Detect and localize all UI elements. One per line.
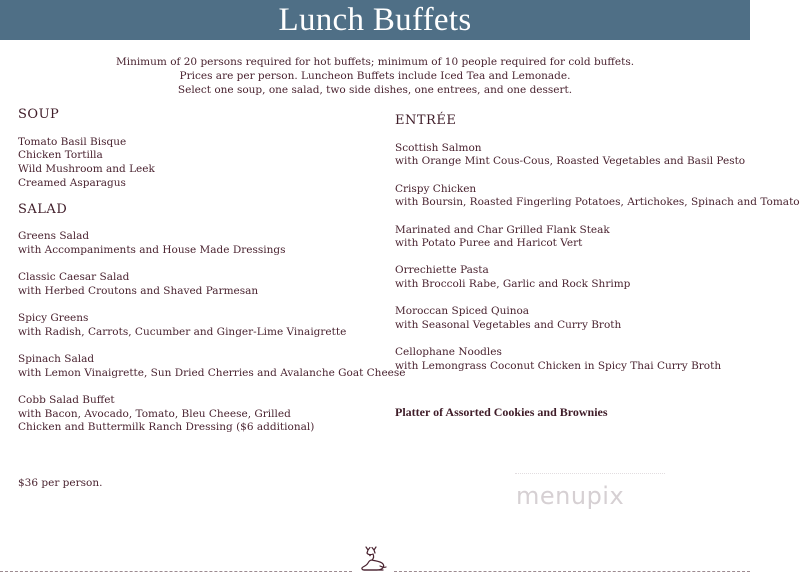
dessert-item: Platter of Assorted Cookies and Brownies [395,405,608,419]
entree-item [395,142,745,169]
intro-line: Prices are per person. Luncheon Buffets include Iced Tea and Lemonade. [179,70,571,82]
soup-heading: SOUP [18,107,60,122]
salad-heading: SALAD [18,201,68,217]
entree-item [395,182,800,210]
salad-desc: with Radish, Carrots, Cucumber and Ginger-Lime Vinaigrette [18,325,347,338]
entree-item [395,264,745,291]
entree-name: Moroccan Spiced Quinoa [395,305,530,318]
salad-item [18,271,378,298]
salad-desc: with Accompaniments and House Made Dressings [18,243,286,256]
entree-item [395,305,745,332]
salad-name: Classic Caesar Salad [18,271,130,284]
entree-name: Cellophane Noodles [395,346,502,359]
soup-list [18,136,378,191]
salad-item [18,230,378,257]
entree-desc: with Orange Mint Cous-Cous, Roasted Vegetables and Basil Pesto [395,155,746,168]
soup-item: Chicken Tortilla [18,149,103,162]
entree-item [395,346,745,373]
intro-line: Select one soup, one salad, two side dishes, one entrees, and one dessert. [177,84,573,96]
entree-name: Orrechiette Pasta [395,264,489,277]
entree-name: Marinated and Char Grilled Flank Steak [395,223,610,236]
intro-text [0,55,750,97]
salad-item [18,312,378,339]
watermark-logo: menupix [516,482,625,510]
entree-desc: with Lemongrass Coconut Chicken in Spicy Thai Curry Broth [395,359,722,372]
entree-heading: ENTRÉE [395,113,457,128]
entree-desc: with Boursin, Roasted Fingerling Potatoes, Artichokes, Spinach and Tomato [395,196,800,209]
entree-name: Scottish Salmon [395,141,482,154]
entree-desc: with Potato Puree and Haricot Vert [395,237,583,250]
entree-desc: with Seasonal Vegetables and Curry Broth [395,319,622,332]
entree-desc: with Broccoli Rabe, Garlic and Rock Shrimp [395,278,631,291]
soup-item: Wild Mushroom and Leek [18,163,155,176]
header-bar [0,0,750,40]
salad-item [18,394,378,435]
entree-name: Crispy Chicken [395,182,477,195]
page-title: Lunch Buffets [278,1,472,38]
salad-name: Greens Salad [18,230,90,243]
salad-desc: with Lemon Vinaigrette, Sun Dried Cherries and Avalanche Goat Cheese [18,366,406,379]
salad-desc: with Herbed Croutons and Shaved Parmesan [18,284,259,297]
salad-name: Spinach Salad [18,352,95,365]
entree-item [395,224,745,251]
salad-name: Spicy Greens [18,312,89,325]
intro-line: Minimum of 20 persons required for hot buffets; minimum of 10 people required for cold buffets. [115,56,635,68]
right-column [395,113,800,387]
price-text: $36 per person. [18,477,103,489]
salad-name: Cobb Salad Buffet [18,393,115,406]
deer-icon [355,546,391,578]
salad-desc: with Bacon, Avocado, Tomato, Bleu Cheese, Grilled Chicken and Buttermilk Ranch Dressing ($6 additional) [18,407,315,434]
footer-divider-right [394,571,750,572]
watermark-divider [515,473,665,474]
soup-item: Tomato Basil Bisque [18,135,127,148]
footer-divider-left [0,571,352,572]
salad-item [18,352,406,380]
left-column [18,107,406,448]
soup-item: Creamed Asparagus [18,176,126,189]
